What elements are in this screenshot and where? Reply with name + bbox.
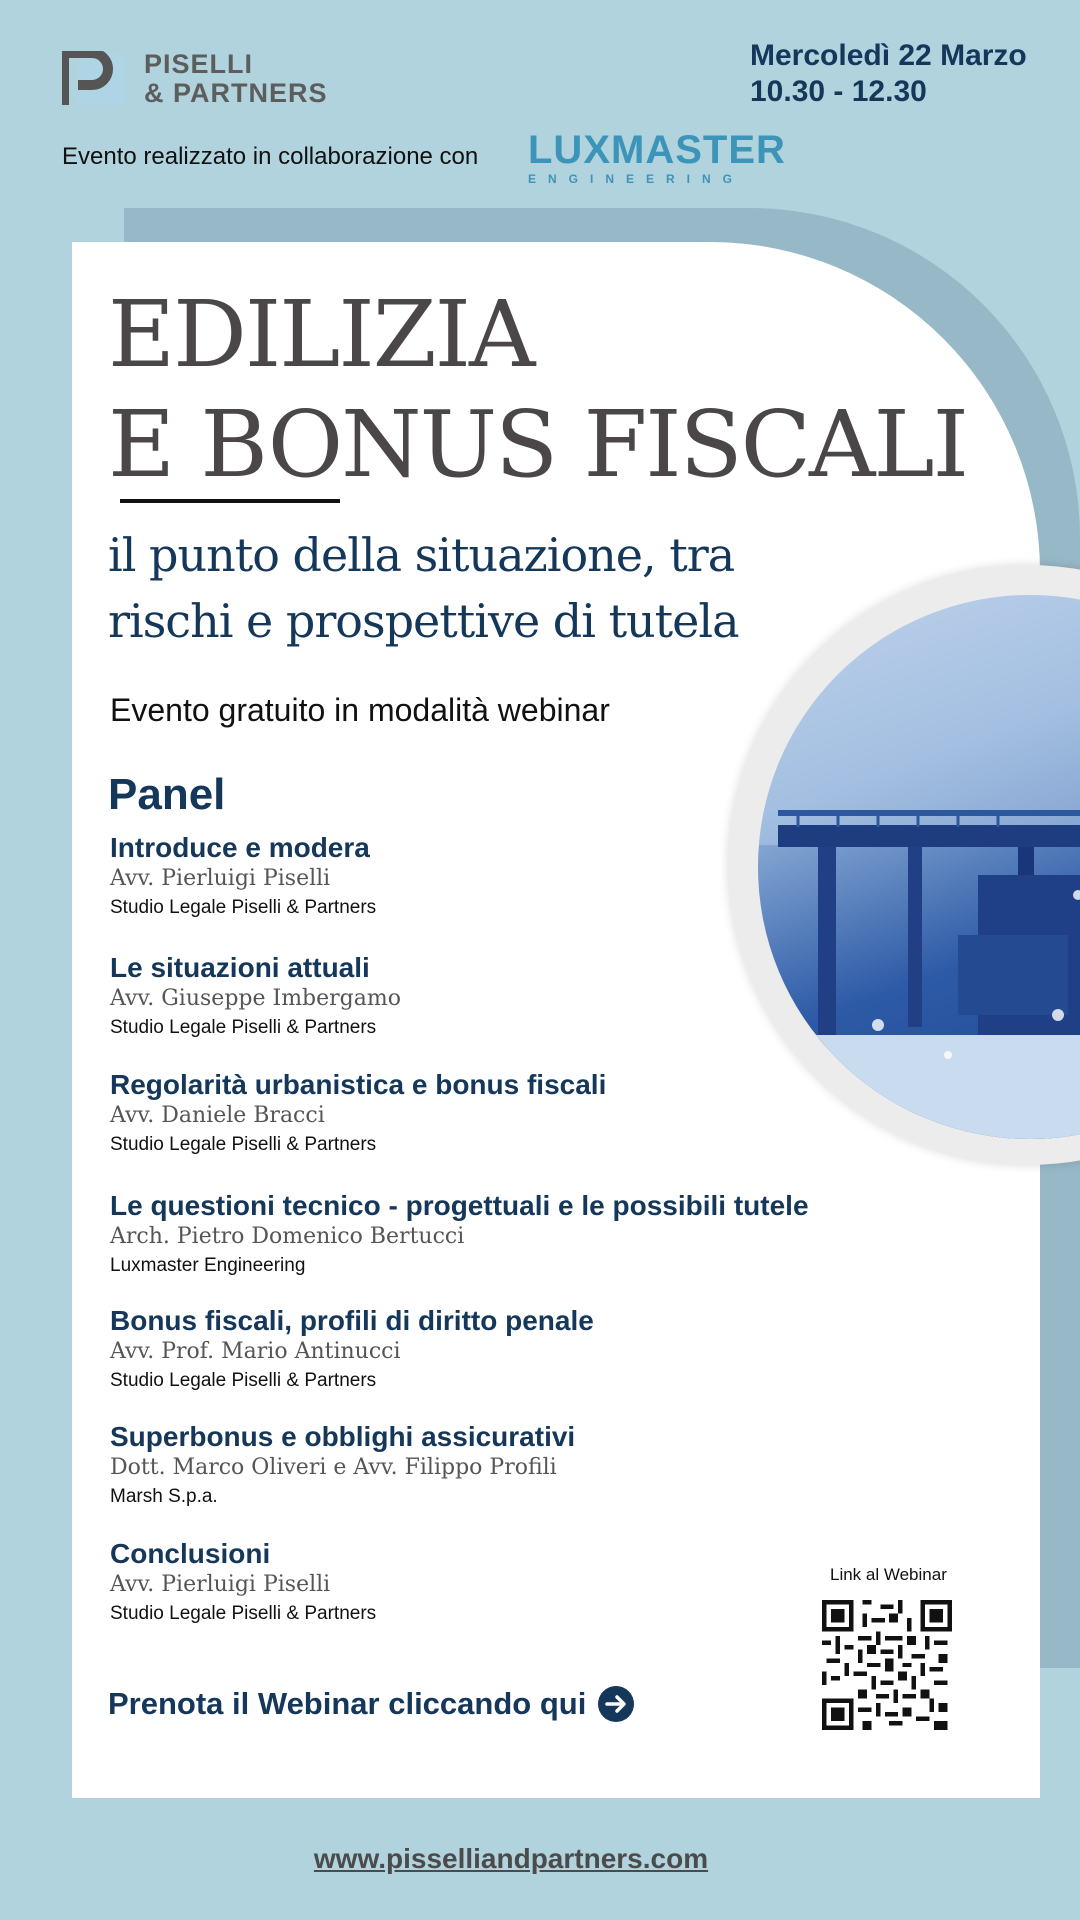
panel-item-org: Studio Legale Piselli & Partners bbox=[110, 897, 377, 918]
website-link[interactable]: www.pisselliandpartners.com bbox=[313, 1843, 709, 1874]
logo-mark-icon bbox=[62, 51, 128, 107]
panel-item bbox=[110, 1305, 830, 1395]
logo-line1: PISELLI bbox=[144, 49, 254, 79]
title-line2: E BONUS FISCALI bbox=[108, 391, 967, 498]
logo-line2: & PARTNERS bbox=[144, 78, 328, 108]
partner-sub: ENGINEERING bbox=[528, 172, 745, 186]
book-webinar-link[interactable] bbox=[108, 1686, 634, 1722]
subtitle-line2: rischi e prospettive di tutela bbox=[108, 594, 739, 648]
panel-item-org: Studio Legale Piselli & Partners bbox=[110, 1370, 377, 1391]
panel-item-org: Luxmaster Engineering bbox=[110, 1255, 306, 1276]
luxmaster-logo bbox=[528, 128, 786, 186]
panel-item-speaker: Arch. Pietro Domenico Bertucci bbox=[110, 1224, 465, 1249]
panel-item-title: Regolarità urbanistica e bonus fiscali bbox=[110, 1069, 607, 1100]
partner-name: LUXMASTER bbox=[528, 128, 786, 172]
panel-item-speaker: Avv. Daniele Bracci bbox=[110, 1103, 325, 1128]
panel-item-org: Studio Legale Piselli & Partners bbox=[110, 1134, 377, 1155]
qr-code-icon[interactable] bbox=[822, 1600, 952, 1730]
event-date: Mercoledì 22 Marzo bbox=[750, 39, 1027, 72]
event-datetime bbox=[750, 38, 1027, 110]
main-title bbox=[108, 280, 967, 500]
panel-heading: Panel bbox=[108, 770, 226, 819]
title-line1: EDILIZIA bbox=[108, 281, 534, 388]
event-time: 10.30 - 12.30 bbox=[750, 75, 927, 108]
subtitle bbox=[108, 522, 748, 654]
subtitle-line1: il punto della situazione, tra bbox=[108, 528, 735, 582]
event-type: Evento gratuito in modalità webinar bbox=[110, 692, 610, 728]
panel-item-org: Studio Legale Piselli & Partners bbox=[110, 1603, 377, 1624]
panel-item-org: Marsh S.p.a. bbox=[110, 1486, 218, 1507]
panel-item-title: Le situazioni attuali bbox=[110, 952, 370, 983]
panel-item bbox=[110, 1421, 830, 1511]
panel-item-title: Conclusioni bbox=[110, 1538, 271, 1569]
panel-item-org: Studio Legale Piselli & Partners bbox=[110, 1017, 377, 1038]
title-underline bbox=[120, 499, 340, 503]
panel-item-speaker: Dott. Marco Oliveri e Avv. Filippo Profili bbox=[110, 1455, 557, 1480]
piselli-logo bbox=[62, 50, 328, 108]
qr-label: Link al Webinar bbox=[830, 1565, 947, 1584]
collaboration-text: Evento realizzato in collaborazione con bbox=[62, 143, 479, 170]
panel-item-speaker: Avv. Pierluigi Piselli bbox=[110, 866, 331, 891]
panel-item bbox=[110, 1190, 830, 1280]
panel-item bbox=[110, 1538, 830, 1628]
arrow-right-circle-icon bbox=[598, 1686, 634, 1722]
panel-item-title: Bonus fiscali, profili di diritto penale bbox=[110, 1305, 594, 1336]
panel-item bbox=[110, 952, 830, 1042]
panel-item-speaker: Avv. Giuseppe Imbergamo bbox=[110, 986, 401, 1011]
panel-item-speaker: Avv. Pierluigi Piselli bbox=[110, 1572, 331, 1597]
panel-item bbox=[110, 832, 830, 922]
panel-item-title: Introduce e modera bbox=[110, 832, 370, 863]
book-webinar-label: Prenota il Webinar cliccando qui bbox=[108, 1686, 587, 1721]
panel-item bbox=[110, 1069, 830, 1159]
panel-item-speaker: Avv. Prof. Mario Antinucci bbox=[110, 1339, 401, 1364]
panel-item-title: Superbonus e obblighi assicurativi bbox=[110, 1421, 576, 1452]
panel-item-title: Le questioni tecnico - progettuali e le possibili tutele bbox=[110, 1190, 809, 1221]
